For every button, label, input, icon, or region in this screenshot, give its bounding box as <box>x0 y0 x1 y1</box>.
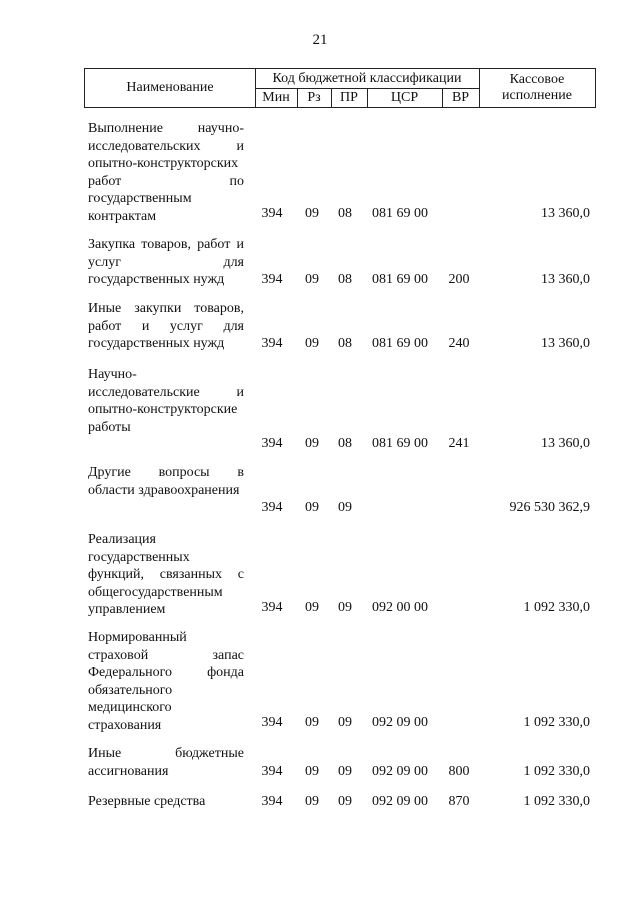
row-name: Нормированный страховой запас Федерального фонда обязательного медицинского страхования <box>88 630 244 733</box>
row-vr: 200 <box>448 272 470 287</box>
header-min: Мин <box>262 89 290 105</box>
row-csr: 081 69 00 <box>372 336 428 351</box>
row-sum: 1 092 330,0 <box>523 715 590 730</box>
row-pr: 08 <box>338 436 352 451</box>
row-min: 394 <box>261 764 283 779</box>
header-pr: ПР <box>340 89 358 105</box>
row-csr: 081 69 00 <box>372 436 428 451</box>
row-sum: 13 360,0 <box>541 436 590 451</box>
row-min: 394 <box>261 436 283 451</box>
row-name: Научно-исследовательские и опытно-конструкторские работы <box>88 367 244 435</box>
row-sum: 1 092 330,0 <box>523 600 590 615</box>
divider <box>479 69 480 107</box>
row-csr: 092 00 00 <box>372 600 428 615</box>
row-min: 394 <box>261 336 283 351</box>
row-min: 394 <box>261 715 283 730</box>
header-csr: ЦСР <box>390 89 419 105</box>
row-csr: 092 09 00 <box>372 715 428 730</box>
row-pr: 08 <box>338 272 352 287</box>
row-rz: 09 <box>305 764 319 779</box>
divider <box>442 88 443 107</box>
header-rz: Рз <box>307 89 321 105</box>
row-min: 394 <box>261 500 283 515</box>
row-csr: 081 69 00 <box>372 206 428 221</box>
row-vr: 870 <box>448 794 470 809</box>
row-sum: 1 092 330,0 <box>523 794 590 809</box>
row-pr: 09 <box>338 500 352 515</box>
divider <box>297 88 298 107</box>
row-name: Закупка товаров, работ и услуг для государственных нужд <box>88 237 244 287</box>
row-rz: 09 <box>305 336 319 351</box>
row-rz: 09 <box>305 715 319 730</box>
row-rz: 09 <box>305 500 319 515</box>
row-min: 394 <box>261 206 283 221</box>
row-rz: 09 <box>305 600 319 615</box>
table-header <box>84 68 596 108</box>
divider <box>367 88 368 107</box>
row-name: Резервные средства <box>88 794 206 809</box>
row-sum: 13 360,0 <box>541 336 590 351</box>
row-pr: 08 <box>338 336 352 351</box>
row-vr: 241 <box>448 436 470 451</box>
row-csr: 092 09 00 <box>372 794 428 809</box>
row-csr: 092 09 00 <box>372 764 428 779</box>
header-code-group: Код бюджетной классификации <box>272 70 462 86</box>
divider <box>331 88 332 107</box>
row-vr: 800 <box>448 764 470 779</box>
row-name: Реализация государственных функций, связанных с общегосударственным управлением <box>88 532 244 617</box>
row-sum: 926 530 362,9 <box>509 500 590 515</box>
row-sum: 1 092 330,0 <box>523 764 590 779</box>
header-name: Наименование <box>126 80 214 95</box>
row-vr: 240 <box>448 336 470 351</box>
row-rz: 09 <box>305 272 319 287</box>
row-name: Иные закупки товаров, работ и услуг для государственных нужд <box>88 301 244 351</box>
row-pr: 09 <box>338 794 352 809</box>
row-min: 394 <box>261 600 283 615</box>
row-name: Выполнение научно-исследовательских и опытно-конструкторских работ по государственным контрактам <box>88 121 244 224</box>
header-execution: Кассовое исполнение <box>502 72 572 103</box>
row-sum: 13 360,0 <box>541 206 590 221</box>
row-rz: 09 <box>305 794 319 809</box>
row-rz: 09 <box>305 436 319 451</box>
row-name: Иные бюджетные ассигнования <box>88 746 244 779</box>
row-pr: 09 <box>338 715 352 730</box>
row-pr: 09 <box>338 764 352 779</box>
row-pr: 09 <box>338 600 352 615</box>
row-rz: 09 <box>305 206 319 221</box>
header-vr: ВР <box>451 89 470 105</box>
row-pr: 08 <box>338 206 352 221</box>
row-csr: 081 69 00 <box>372 272 428 287</box>
row-min: 394 <box>261 272 283 287</box>
row-min: 394 <box>261 794 283 809</box>
row-name: Другие вопросы в области здравоохранения <box>88 465 244 498</box>
row-sum: 13 360,0 <box>541 272 590 287</box>
page-number: 21 <box>312 32 328 48</box>
